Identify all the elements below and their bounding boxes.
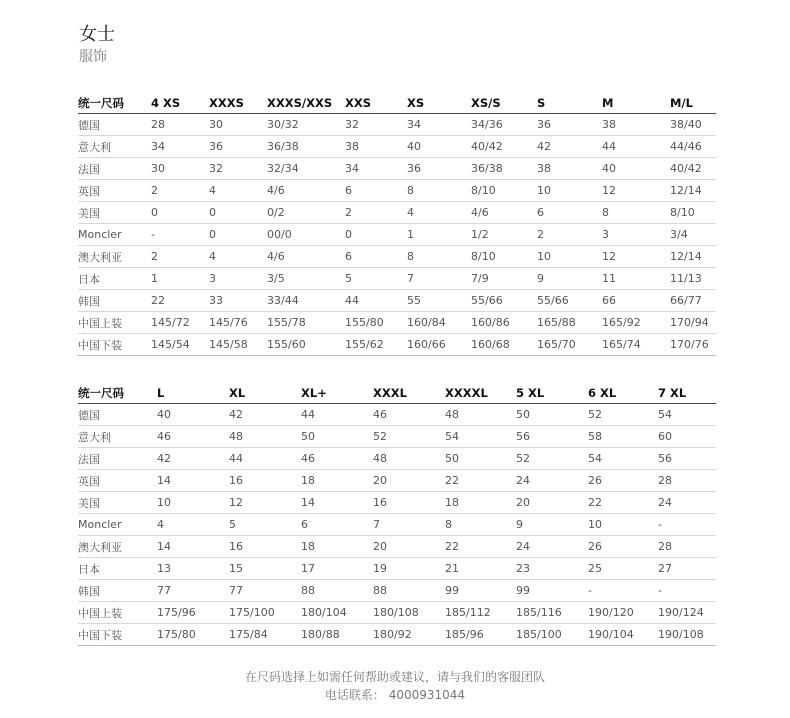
- size-column-header: 4 XS: [151, 92, 209, 114]
- size-cell: 60: [658, 426, 716, 448]
- size-cell: 30/32: [267, 114, 345, 136]
- size-cell: -: [658, 580, 716, 602]
- size-column-header: XS: [407, 92, 471, 114]
- size-cell: 22: [445, 536, 516, 558]
- size-cell: 165/92: [602, 312, 670, 334]
- table-row: [78, 158, 716, 180]
- size-cell: 30: [209, 114, 267, 136]
- size-cell: 88: [301, 580, 373, 602]
- size-cell: 9: [516, 514, 588, 536]
- region-label: 中国下装: [78, 334, 151, 356]
- size-column-header: XS/S: [471, 92, 537, 114]
- size-table-1-header-row: [78, 92, 716, 114]
- region-label: 澳大利亚: [78, 246, 151, 268]
- size-cell: 22: [588, 492, 658, 514]
- table-row: [78, 426, 716, 448]
- size-cell: 175/84: [229, 624, 301, 646]
- size-cell: 12: [229, 492, 301, 514]
- size-cell: 55/66: [537, 290, 602, 312]
- region-label: 意大利: [78, 136, 151, 158]
- size-cell: 55/66: [471, 290, 537, 312]
- table-row: [78, 114, 716, 136]
- size-cell: 22: [445, 470, 516, 492]
- size-cell: 180/92: [373, 624, 445, 646]
- size-cell: 8: [602, 202, 670, 224]
- size-cell: 185/100: [516, 624, 588, 646]
- size-cell: 8: [445, 514, 516, 536]
- size-column-header: XL: [229, 382, 301, 404]
- size-cell: 6: [345, 180, 407, 202]
- size-cell: 66/77: [670, 290, 716, 312]
- size-cell: 165/70: [537, 334, 602, 356]
- page-title: 女士: [79, 24, 115, 45]
- table-row: [78, 202, 716, 224]
- size-cell: 46: [373, 404, 445, 426]
- size-cell: 180/88: [301, 624, 373, 646]
- size-cell: 190/108: [658, 624, 716, 646]
- size-cell: 6: [345, 246, 407, 268]
- size-cell: 180/108: [373, 602, 445, 624]
- size-cell: 4/6: [267, 246, 345, 268]
- size-cell: 2: [151, 246, 209, 268]
- size-cell: 38: [537, 158, 602, 180]
- size-cell: 8: [407, 180, 471, 202]
- size-cell: 10: [157, 492, 229, 514]
- table-row: [78, 558, 716, 580]
- size-cell: 0: [151, 202, 209, 224]
- size-cell: 38/40: [670, 114, 716, 136]
- region-label: Moncler: [78, 224, 151, 246]
- size-column-header: XXXL: [373, 382, 445, 404]
- size-cell: 22: [151, 290, 209, 312]
- size-cell: 9: [537, 268, 602, 290]
- size-cell: 145/76: [209, 312, 267, 334]
- size-cell: 4: [407, 202, 471, 224]
- region-label: 韩国: [78, 290, 151, 312]
- size-cell: 11/13: [670, 268, 716, 290]
- size-cell: 2: [537, 224, 602, 246]
- size-cell: 8: [407, 246, 471, 268]
- region-label: 法国: [78, 158, 151, 180]
- size-column-header: M: [602, 92, 670, 114]
- size-cell: 44: [301, 404, 373, 426]
- size-column-header-unified: 统一尺码: [78, 382, 157, 404]
- size-cell: 38: [602, 114, 670, 136]
- size-cell: 40: [602, 158, 670, 180]
- size-cell: 11: [602, 268, 670, 290]
- size-cell: 23: [516, 558, 588, 580]
- size-cell: 0: [209, 202, 267, 224]
- size-cell: 26: [588, 470, 658, 492]
- size-column-header: XXS: [345, 92, 407, 114]
- size-cell: 21: [445, 558, 516, 580]
- size-cell: 50: [445, 448, 516, 470]
- region-label: 德国: [78, 114, 151, 136]
- size-cell: 18: [301, 470, 373, 492]
- size-cell: 190/124: [658, 602, 716, 624]
- size-cell: 18: [301, 536, 373, 558]
- size-cell: -: [658, 514, 716, 536]
- region-label: 澳大利亚: [78, 536, 157, 558]
- size-cell: 16: [373, 492, 445, 514]
- size-cell: 6: [301, 514, 373, 536]
- region-label: 美国: [78, 202, 151, 224]
- size-cell: 24: [516, 470, 588, 492]
- size-cell: 56: [658, 448, 716, 470]
- size-cell: 56: [516, 426, 588, 448]
- size-cell: 88: [373, 580, 445, 602]
- size-cell: 4/6: [471, 202, 537, 224]
- size-cell: 0: [345, 224, 407, 246]
- table-row: [78, 334, 716, 356]
- size-cell: 48: [445, 404, 516, 426]
- size-cell: 20: [516, 492, 588, 514]
- region-label: 美国: [78, 492, 157, 514]
- size-cell: 34: [345, 158, 407, 180]
- size-cell: 32/34: [267, 158, 345, 180]
- size-cell: 12/14: [670, 180, 716, 202]
- size-cell: 44: [345, 290, 407, 312]
- region-label: 中国上装: [78, 312, 151, 334]
- size-cell: 14: [157, 536, 229, 558]
- size-cell: 3/4: [670, 224, 716, 246]
- size-cell: 13: [157, 558, 229, 580]
- size-cell: 50: [516, 404, 588, 426]
- size-cell: 46: [301, 448, 373, 470]
- size-column-header: XL+: [301, 382, 373, 404]
- size-cell: 36: [537, 114, 602, 136]
- size-cell: -: [151, 224, 209, 246]
- region-label: 德国: [78, 404, 157, 426]
- size-cell: 33/44: [267, 290, 345, 312]
- size-cell: 155/80: [345, 312, 407, 334]
- size-table-2: [78, 382, 716, 646]
- size-cell: 7: [407, 268, 471, 290]
- size-cell: 36/38: [267, 136, 345, 158]
- size-column-header: S: [537, 92, 602, 114]
- size-cell: 1: [407, 224, 471, 246]
- size-cell: 190/120: [588, 602, 658, 624]
- size-cell: 20: [373, 470, 445, 492]
- size-cell: 54: [588, 448, 658, 470]
- size-column-header-unified: 统一尺码: [78, 92, 151, 114]
- size-cell: 12: [602, 180, 670, 202]
- size-cell: 170/94: [670, 312, 716, 334]
- size-cell: 44: [602, 136, 670, 158]
- size-table-2-header-row: [78, 382, 716, 404]
- size-cell: 0: [209, 224, 267, 246]
- region-label: 中国上装: [78, 602, 157, 624]
- size-cell: 10: [537, 180, 602, 202]
- size-cell: 34/36: [471, 114, 537, 136]
- size-cell: 4: [157, 514, 229, 536]
- region-label: 日本: [78, 268, 151, 290]
- size-cell: 34: [151, 136, 209, 158]
- help-text: 在尺码选择上如需任何帮助或建议，请与我们的客服团队: [244, 670, 545, 684]
- size-cell: 8/10: [471, 180, 537, 202]
- region-label: 法国: [78, 448, 157, 470]
- size-cell: 3: [602, 224, 670, 246]
- size-cell: 160/68: [471, 334, 537, 356]
- size-cell: 160/66: [407, 334, 471, 356]
- size-column-header: L: [157, 382, 229, 404]
- size-cell: 1: [151, 268, 209, 290]
- table-row: [78, 136, 716, 158]
- page-subtitle: 服饰: [79, 49, 107, 65]
- size-cell: 42: [157, 448, 229, 470]
- size-cell: 185/96: [445, 624, 516, 646]
- size-column-header: 7 XL: [658, 382, 716, 404]
- region-label: 中国下装: [78, 624, 157, 646]
- region-label: 意大利: [78, 426, 157, 448]
- size-cell: 32: [209, 158, 267, 180]
- size-cell: 16: [229, 536, 301, 558]
- size-cell: 48: [373, 448, 445, 470]
- size-cell: 8/10: [471, 246, 537, 268]
- size-cell: 99: [445, 580, 516, 602]
- size-cell: 28: [658, 470, 716, 492]
- size-cell: 7: [373, 514, 445, 536]
- size-cell: 30: [151, 158, 209, 180]
- size-cell: 5: [229, 514, 301, 536]
- table-row: [78, 404, 716, 426]
- table-row: [78, 448, 716, 470]
- size-cell: 28: [151, 114, 209, 136]
- size-cell: 24: [658, 492, 716, 514]
- table-row: [78, 246, 716, 268]
- size-cell: 14: [157, 470, 229, 492]
- size-cell: 55: [407, 290, 471, 312]
- size-cell: 145/72: [151, 312, 209, 334]
- size-cell: 77: [157, 580, 229, 602]
- size-cell: 25: [588, 558, 658, 580]
- size-cell: 32: [345, 114, 407, 136]
- size-cell: 17: [301, 558, 373, 580]
- size-table-2-body: [78, 404, 716, 646]
- size-cell: 8/10: [670, 202, 716, 224]
- size-cell: 180/104: [301, 602, 373, 624]
- size-column-header: M/L: [670, 92, 716, 114]
- size-column-header: 6 XL: [588, 382, 658, 404]
- size-cell: 10: [588, 514, 658, 536]
- size-cell: 160/86: [471, 312, 537, 334]
- table-row: [78, 602, 716, 624]
- size-cell: 175/80: [157, 624, 229, 646]
- size-cell: 00/0: [267, 224, 345, 246]
- size-cell: 27: [658, 558, 716, 580]
- size-cell: 38: [345, 136, 407, 158]
- size-cell: 36/38: [471, 158, 537, 180]
- size-cell: 10: [537, 246, 602, 268]
- size-cell: 2: [151, 180, 209, 202]
- size-cell: 28: [658, 536, 716, 558]
- size-cell: 20: [373, 536, 445, 558]
- table-row: [78, 268, 716, 290]
- size-cell: 52: [588, 404, 658, 426]
- region-label: 英国: [78, 180, 151, 202]
- size-cell: 44: [229, 448, 301, 470]
- size-cell: 54: [658, 404, 716, 426]
- size-cell: 165/74: [602, 334, 670, 356]
- size-cell: 42: [229, 404, 301, 426]
- size-cell: 36: [209, 136, 267, 158]
- size-cell: 170/76: [670, 334, 716, 356]
- size-cell: 7/9: [471, 268, 537, 290]
- size-cell: 4: [209, 246, 267, 268]
- region-label: 英国: [78, 470, 157, 492]
- size-cell: 52: [516, 448, 588, 470]
- size-cell: 40: [157, 404, 229, 426]
- size-cell: 26: [588, 536, 658, 558]
- size-cell: 155/78: [267, 312, 345, 334]
- size-column-header: XXXS: [209, 92, 267, 114]
- size-column-header: XXXS/XXS: [267, 92, 345, 114]
- table-row: [78, 290, 716, 312]
- size-cell: 18: [445, 492, 516, 514]
- size-cell: 77: [229, 580, 301, 602]
- table-row: [78, 514, 716, 536]
- size-cell: 42: [537, 136, 602, 158]
- size-cell: 185/116: [516, 602, 588, 624]
- table-row: [78, 536, 716, 558]
- size-cell: 12/14: [670, 246, 716, 268]
- size-cell: 40/42: [670, 158, 716, 180]
- table-row: [78, 470, 716, 492]
- size-cell: 16: [229, 470, 301, 492]
- size-cell: 54: [445, 426, 516, 448]
- size-cell: 6: [537, 202, 602, 224]
- size-cell: 160/84: [407, 312, 471, 334]
- size-column-header: XXXXL: [445, 382, 516, 404]
- size-cell: 4: [209, 180, 267, 202]
- size-cell: 1/2: [471, 224, 537, 246]
- size-cell: 3: [209, 268, 267, 290]
- table-row: [78, 312, 716, 334]
- table-row: [78, 180, 716, 202]
- size-cell: 145/58: [209, 334, 267, 356]
- size-cell: 12: [602, 246, 670, 268]
- region-label: 韩国: [78, 580, 157, 602]
- size-cell: 46: [157, 426, 229, 448]
- region-label: Moncler: [78, 514, 157, 536]
- size-cell: 52: [373, 426, 445, 448]
- size-cell: 155/60: [267, 334, 345, 356]
- size-cell: 3/5: [267, 268, 345, 290]
- size-cell: 175/96: [157, 602, 229, 624]
- size-cell: 5: [345, 268, 407, 290]
- size-cell: 4/6: [267, 180, 345, 202]
- size-cell: 19: [373, 558, 445, 580]
- size-cell: 40: [407, 136, 471, 158]
- size-table-1-body: [78, 114, 716, 356]
- size-cell: 44/46: [670, 136, 716, 158]
- size-cell: 0/2: [267, 202, 345, 224]
- table-row: [78, 580, 716, 602]
- size-cell: 66: [602, 290, 670, 312]
- size-cell: 165/88: [537, 312, 602, 334]
- size-cell: 50: [301, 426, 373, 448]
- size-cell: 36: [407, 158, 471, 180]
- size-column-header: 5 XL: [516, 382, 588, 404]
- size-cell: 145/54: [151, 334, 209, 356]
- size-cell: 40/42: [471, 136, 537, 158]
- size-cell: 34: [407, 114, 471, 136]
- size-cell: 58: [588, 426, 658, 448]
- size-cell: 185/112: [445, 602, 516, 624]
- size-cell: 14: [301, 492, 373, 514]
- phone-contact: 电话联系： 4000931044: [324, 688, 466, 702]
- size-cell: 24: [516, 536, 588, 558]
- table-row: [78, 624, 716, 646]
- size-cell: 155/62: [345, 334, 407, 356]
- size-cell: -: [588, 580, 658, 602]
- size-cell: 190/104: [588, 624, 658, 646]
- table-row: [78, 492, 716, 514]
- size-cell: 15: [229, 558, 301, 580]
- size-table-1: [78, 92, 716, 356]
- size-cell: 99: [516, 580, 588, 602]
- size-cell: 33: [209, 290, 267, 312]
- size-cell: 2: [345, 202, 407, 224]
- size-cell: 48: [229, 426, 301, 448]
- table-row: [78, 224, 716, 246]
- size-cell: 175/100: [229, 602, 301, 624]
- region-label: 日本: [78, 558, 157, 580]
